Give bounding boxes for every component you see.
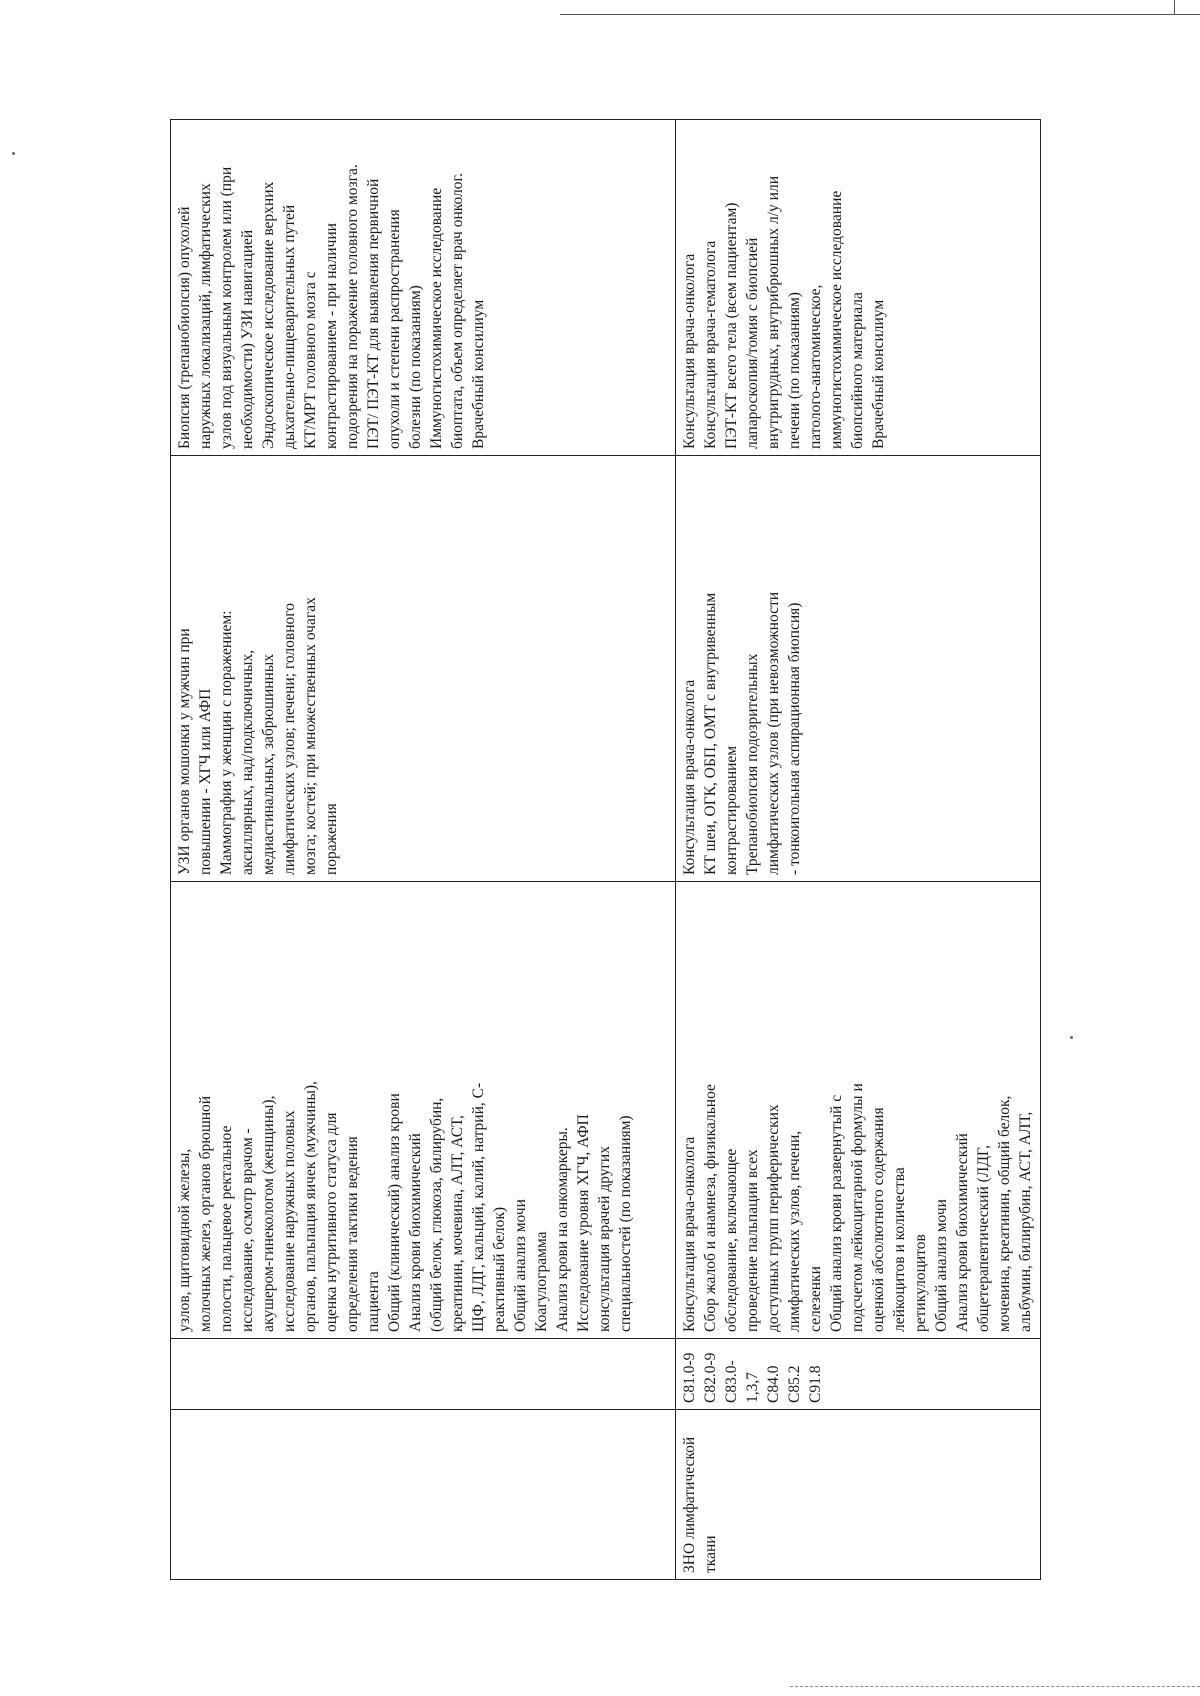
text-line: Общий анализ мочи <box>512 1199 529 1332</box>
text-line: опухоли и степени распространения <box>386 209 403 449</box>
examination-cell <box>171 882 676 1339</box>
text-line: C84.0 <box>765 1365 782 1403</box>
examination-cell <box>676 882 1041 1339</box>
text-line: общетерапевтический (ЛДГ, <box>975 1145 992 1332</box>
text-line: обследование, включающее <box>723 1148 740 1332</box>
text-line: C91.8 <box>807 1365 824 1403</box>
text-line: Эндоскопическое исследование верхних <box>260 181 277 449</box>
text-line: УЗИ органов мошонки у мужчин при <box>176 628 193 875</box>
text-line: Анализ крови биохимический <box>954 1133 971 1332</box>
text-line: КТ/МРТ головного мозга с <box>302 271 319 449</box>
text-line: C83.0- <box>723 1360 740 1403</box>
text-line: печени (по показаниям) <box>786 292 803 449</box>
disease-cell <box>676 1410 1041 1580</box>
text-line: Маммография у женщин с поражением: <box>218 610 235 875</box>
text-line: болезни (по показаниям) <box>407 285 424 449</box>
text-line: C85.2 <box>786 1365 803 1403</box>
text-line: молочных желез, органов брюшной <box>197 1095 214 1332</box>
text-line: лимфатических узлов (при невозможности <box>765 591 782 875</box>
scan-speck <box>1070 1036 1073 1039</box>
text-line: реактивный белок) <box>491 1206 508 1332</box>
text-line: Сбор жалоб и анамнеза, физикальное <box>702 1084 719 1332</box>
text-line: мочевина, креатинин, общий белок, <box>996 1095 1013 1332</box>
text-line: ЩФ, ЛДГ, кальций, калий, натрий, С- <box>470 1082 487 1332</box>
text-line: исследование, осмотр врачом - <box>239 1128 256 1332</box>
text-line: ПЭТ/ ПЭТ-КТ для выявления первичной <box>365 178 382 449</box>
text-line: подсчетом лейкоцитарной формулы и <box>849 1083 866 1332</box>
text-line: наружных локализаций, лимфатических <box>197 183 214 449</box>
text-line: подозрения на поражение головного мозга. <box>344 164 361 449</box>
text-line: лапароскопия/томия с биопсией <box>744 237 761 449</box>
additional-studies-cell <box>171 456 676 882</box>
text-line: патолого-анатомическое, <box>807 284 824 449</box>
verification-lines <box>174 126 489 449</box>
text-line: альбумин, билирубин, АСТ, АЛТ, <box>1017 1111 1034 1332</box>
rotated-page <box>170 120 1040 1580</box>
verification-lines <box>679 126 889 449</box>
text-line: Консультация врача-онколога <box>681 679 698 875</box>
disease-text: ЗНО лимфатической ткани <box>681 1436 719 1573</box>
additional-studies-lines <box>174 462 342 875</box>
additional-studies-cell <box>676 456 1041 882</box>
scan-edge-dashed-line <box>790 1686 1200 1687</box>
text-line: Консультация врача-онколога <box>681 253 698 449</box>
text-line: мозга; костей; при множественных очагах <box>302 597 319 875</box>
text-line: биопсийного материала <box>849 292 866 449</box>
text-line: определения тактики ведения <box>344 1136 361 1332</box>
text-line: ПЭТ-КТ всего тела (всем пациентам) <box>723 202 740 449</box>
text-line: аксиллярных, над/подключичных, <box>239 649 256 875</box>
text-line: (общий белок, глюкоза, билирубин, <box>428 1097 445 1332</box>
text-line: Врачебный консилиум <box>470 299 487 449</box>
verification-cell <box>676 120 1041 456</box>
text-line: исследование наружных половых <box>281 1110 298 1332</box>
text-line: внутригрудных, внутрибрюшных л/у или <box>765 176 782 449</box>
text-line: лимфатических узлов, печени, <box>786 1130 803 1332</box>
text-line: медиастинальных, забрюшинных <box>260 653 277 875</box>
text-line: Исследование уровня ХГЧ, АФП <box>575 1114 592 1332</box>
additional-studies-lines <box>679 462 805 875</box>
text-line: - тонкоигольная аспирационная биопсия) <box>786 602 803 875</box>
icd-codes-cell <box>171 1339 676 1410</box>
examination-lines <box>174 888 636 1332</box>
text-line: Общий анализ мочи <box>933 1199 950 1332</box>
icd-codes-cell <box>676 1339 1041 1410</box>
scan-edge-tick <box>1174 0 1175 14</box>
examination-lines <box>679 888 1036 1332</box>
text-line: пациента <box>365 1271 382 1332</box>
text-line: оценкой абсолютного содержания <box>870 1107 887 1332</box>
text-line: C81.0-9 <box>681 1352 698 1403</box>
text-line: лимфатических узлов; печени; головного <box>281 603 298 875</box>
text-line: проведение пальпации всех <box>744 1149 761 1332</box>
text-line: дыхательно-пищеварительных путей <box>281 204 298 449</box>
text-line: Консультация врача-онколога <box>681 1136 698 1332</box>
text-line: контрастированием - при наличии <box>323 223 340 449</box>
medical-table <box>170 119 1041 1580</box>
text-line: 1,3,7 <box>744 1372 761 1403</box>
text-line: Трепанобиопсия подозрительных <box>744 653 761 875</box>
text-line: C82.0-9 <box>702 1352 719 1403</box>
text-line: Консультация врача-гематолога <box>702 240 719 449</box>
text-line: биоптата, объем определяет врач онколог. <box>449 172 466 449</box>
text-line: узлов, щитовидной железы, <box>176 1148 193 1332</box>
text-line: консультация врачей других <box>596 1146 613 1332</box>
text-line: креатинин, мочевина, АЛТ, АСТ, <box>449 1115 466 1332</box>
text-line: поражения <box>323 803 340 875</box>
text-line: полости, пальцевое ректальное <box>218 1125 235 1332</box>
text-line: Анализ крови биохимический <box>407 1133 424 1332</box>
scan-speck <box>12 152 15 155</box>
text-line: оценка нутритивного статуса для <box>323 1112 340 1332</box>
text-line: Коагулограмма <box>533 1231 550 1332</box>
scan-edge-line <box>560 14 1200 15</box>
text-line: Иммуногистохимическое исследование <box>428 187 445 449</box>
text-line: Врачебный консилиум <box>870 299 887 449</box>
text-line: селезенки <box>807 1266 824 1332</box>
text-line: узлов под визуальным контролем или (при <box>218 166 235 449</box>
icd-codes-list <box>679 1345 826 1403</box>
text-line: контрастированием <box>723 745 740 875</box>
text-line: необходимости) УЗИ навигацией <box>239 229 256 449</box>
text-line: ретикулоцитов <box>912 1234 929 1332</box>
text-line: Общий (клинический) анализ крови <box>386 1093 403 1332</box>
text-line: КТ шеи, ОГК, ОБП, ОМТ с внутривенным <box>702 592 719 875</box>
text-line: Анализ крови на онкомаркеры. <box>554 1127 571 1332</box>
verification-cell <box>171 120 676 456</box>
disease-cell <box>171 1410 676 1580</box>
text-line: органов, пальпация яичек (мужчины), <box>302 1081 319 1332</box>
table-row <box>676 120 1041 1580</box>
text-line: доступных групп периферических <box>765 1104 782 1332</box>
text-line: Общий анализ крови развернутый с <box>828 1094 845 1332</box>
table-row <box>171 120 676 1580</box>
text-line: Биопсия (трепанобиопсия) опухолей <box>176 206 193 449</box>
text-line: специальностей (по показаниям) <box>617 1115 634 1332</box>
text-line: иммуногистохимическое исследование <box>828 190 845 449</box>
text-line: акушером-гинекологом (женщины), <box>260 1095 277 1332</box>
text-line: лейкоцитов и количества <box>891 1167 908 1332</box>
text-line: повышении - ХГЧ или АФП <box>197 688 214 875</box>
